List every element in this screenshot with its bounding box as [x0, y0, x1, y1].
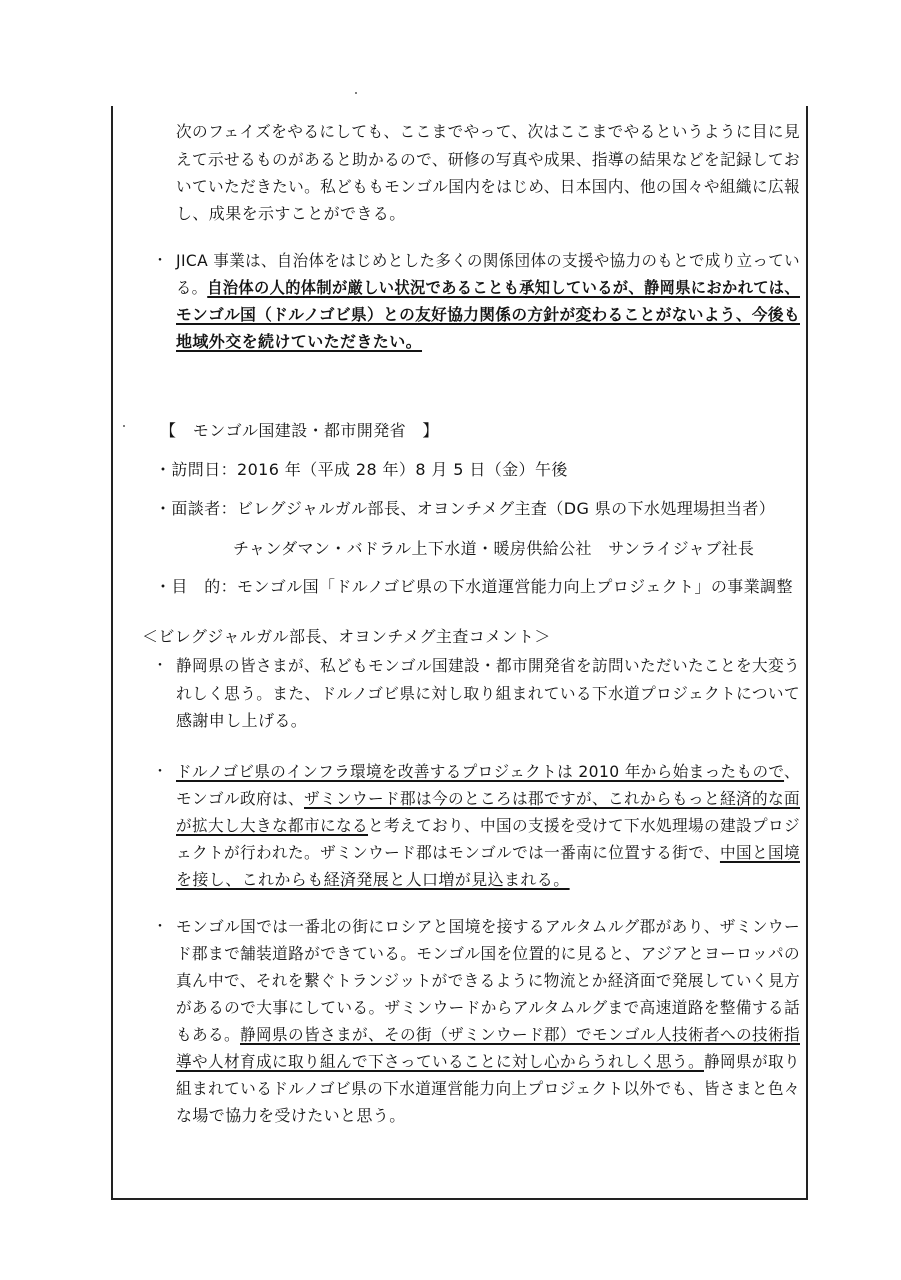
- comment3-underlined-text: 静岡県の皆さまが、その街（ザミンウード郡）でモンゴル人技術者への技術指: [240, 1025, 800, 1044]
- comment2-text: モンゴル政府は、: [176, 789, 305, 808]
- visit-interviewee: ・面談者：ビレグジャルガル部長、オヨンチメグ主査（DG 県の下水処理場担当者）: [155, 499, 776, 518]
- jica-underlined-line: 地域外交を続けていただきたい。: [176, 332, 423, 351]
- intro-line: いていただきたい。私どももモンゴル国内をはじめ、日本国内、他の国々や組織に広報: [176, 177, 800, 196]
- comment1-line: 静岡県の皆さまが、私どもモンゴル国建設・都市開発省を訪問いただいたことを大変う: [176, 656, 800, 675]
- jica-line: JICA 事業は、自治体をはじめとした多くの関係団体の支援や協力のもとで成り立ってい: [176, 251, 800, 270]
- intro-line: 次のフェイズをやるにしても、ここまでやって、次はここまでやるというように目に見: [176, 122, 800, 141]
- bullet-marker: ・: [153, 253, 167, 269]
- comment2-text: ェクトが行われた。ザミンウード郡はモンゴルでは一番南に位置する街で、: [176, 843, 720, 862]
- comments-heading: ＜ビレグジャルガル部長、オヨンチメグ主査コメント＞: [142, 627, 551, 646]
- comment2-underlined-text: 中国と国境: [719, 843, 800, 862]
- comment3-line: な場で協力を受けたいと思う。: [176, 1106, 406, 1125]
- visit-purpose: ・目 的：モンゴル国「ドルノゴビ県の下水道運営能力向上プロジェクト」の事業調整: [155, 577, 793, 596]
- jica-line: [176, 278, 800, 298]
- comment3-line: [176, 1025, 800, 1045]
- bullet-marker: ・: [153, 764, 167, 780]
- jica-underlined-text: 自治体の人的体制が厳しい状況であることも承知しているが、静岡県におかれては、: [207, 278, 800, 297]
- bullet-marker: ・: [153, 919, 167, 935]
- visit-interviewee-2: チャンダマン・バドラル上下水道・暖房供給公社 サンライジャブ社長: [233, 539, 755, 558]
- intro-line: えて示せるものがあると助かるので、研修の写真や成果、指導の結果などを記録してお: [176, 150, 800, 169]
- intro-line: し、成果を示すことができる。: [176, 204, 406, 223]
- comment2-text: と考えており、中国の支援を受けて下水処理場の建設プロジ: [368, 816, 800, 835]
- comment2-text: 、: [784, 762, 800, 781]
- comment2-line: [176, 762, 800, 782]
- comment2-underlined-text: ザミンウード郡は今のところは郡ですが、これからもっと経済的な面: [304, 789, 800, 808]
- section-heading: 【 モンゴル国建設・都市開発省 】: [160, 421, 439, 440]
- comment2-line: [176, 789, 800, 809]
- comment2-underlined-text: が拡大し大きな都市になる: [176, 816, 369, 835]
- scan-speck: [355, 92, 357, 94]
- scan-speck: [123, 425, 125, 427]
- comment3-line: モンゴル国では一番北の街にロシアと国境を接するアルタムルグ郡があり、ザミンウー: [176, 917, 800, 936]
- comment2-underlined-text: ドルノゴビ県のインフラ環境を改善するプロジェクトは 2010 年から始まったもので: [176, 762, 785, 781]
- bullet-marker: ・: [153, 658, 167, 674]
- comment2-line: [176, 843, 800, 863]
- visit-date: ・訪問日：2016 年（平成 28 年）8 月 5 日（金）午後: [155, 460, 568, 479]
- comment1-line: れしく思う。また、ドルノゴビ県に対し取り組まれている下水道プロジェクトについて: [176, 684, 800, 703]
- comment3-line: があるので大事にしている。ザミンウードからアルタムルグまで高速道路を整備する話: [176, 998, 800, 1017]
- comment3-text: もある。: [176, 1025, 241, 1044]
- comment3-line: 組まれているドルノゴビ県の下水道運営能力向上プロジェクト以外でも、皆さまと色々: [176, 1079, 800, 1098]
- comment3-text: 静岡県が取り: [703, 1052, 800, 1071]
- comment2-underlined-line: を接し、これからも経済発展と人口増が見込まれる。: [176, 870, 570, 889]
- comment3-line: [176, 1052, 800, 1072]
- comment1-line: 感謝申し上げる。: [176, 711, 308, 730]
- comment3-underlined-text: 導や人材育成に取り組んで下さっていることに対し心からうれしく思う。: [176, 1052, 704, 1071]
- jica-text: る。: [176, 278, 208, 297]
- jica-underlined-line: モンゴル国（ドルノゴビ県）との友好協力関係の方針が変わることがないよう、今後も: [176, 305, 800, 324]
- comment3-line: 真ん中で、それを繋ぐトランジットができるように物流とか経済面で発展していく見方: [176, 971, 800, 990]
- comment2-line: [176, 816, 800, 836]
- comment3-line: ド郡まで舗装道路ができている。モンゴル国を位置的に見ると、アジアとヨーロッパの: [176, 944, 800, 963]
